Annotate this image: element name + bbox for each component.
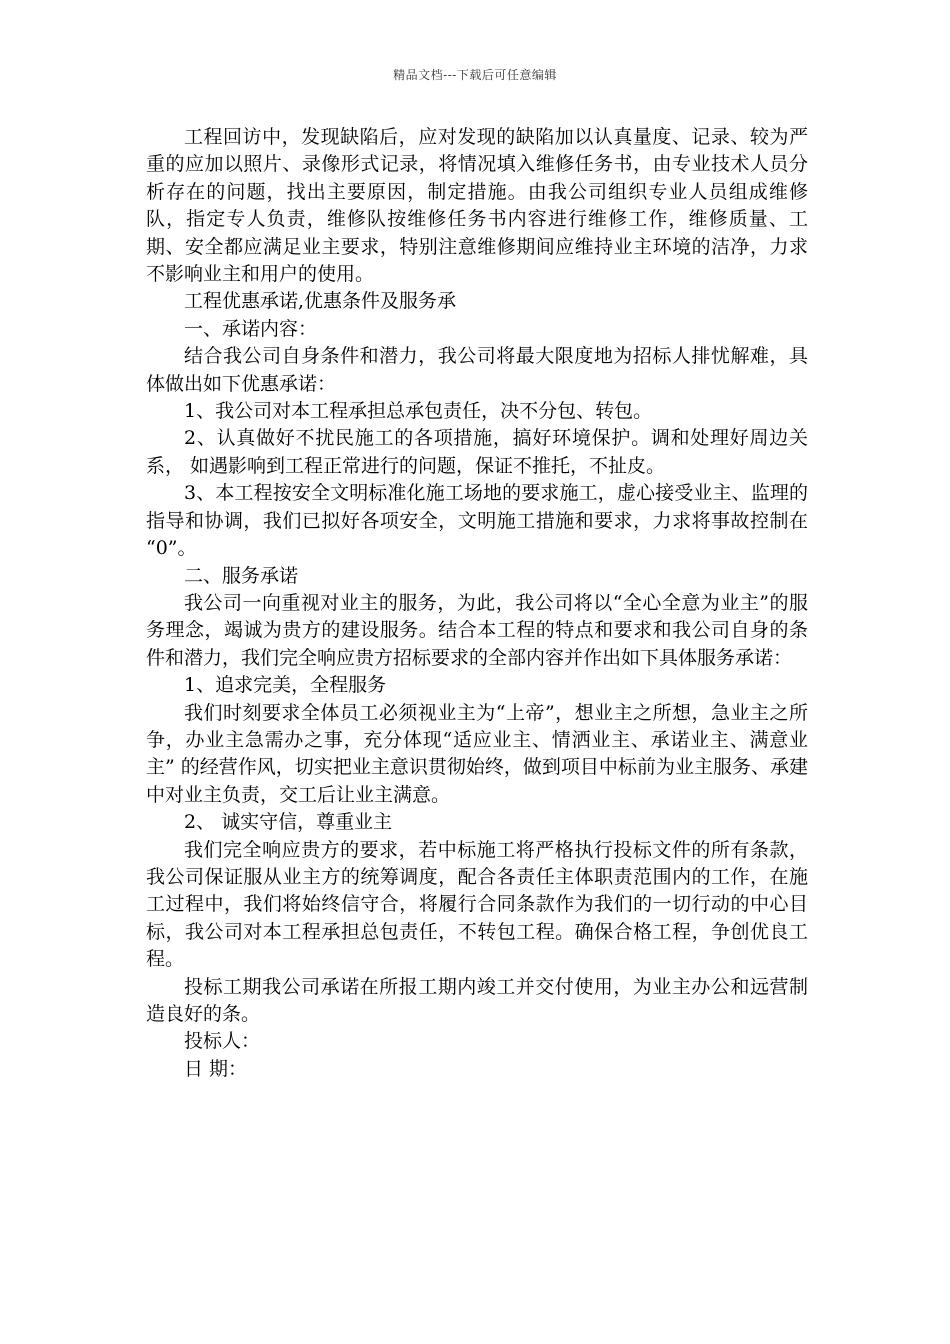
service-item-1-body: 我们时刻要求全体员工必须视业主为“上帝”，想业主之所想，急业主之所争，办业主急需办之事，充分体现“适应业主、情洒业主、承诺业主、满意业主” 的经营作风，切实把业主意识贯彻始终，做到项目中标前为业主服务、承建中对业主负责，交工后让业主满意。 bbox=[146, 701, 808, 806]
paragraph-service-intro: 我公司一向重视对业主的服务，为此，我公司将以“全心全意为业主”的服务理念，竭诚为贵方的建设服务。结合本工程的特点和要求和我公司自身的条件和潜力，我们完全响应贵方招标要求的全部内容并作出如下具体服务承诺： bbox=[146, 591, 808, 669]
service-item-1-heading: 1、追求完美，全程服务 bbox=[184, 674, 387, 697]
commitment-item-1: 1、我公司对本工程承担总承包责任，决不分包、转包。 bbox=[184, 400, 653, 423]
section-heading-service: 二、服务承诺 bbox=[184, 564, 299, 587]
page-header: 精品文档---下载后可任意编辑 bbox=[393, 68, 557, 82]
service-item-2-heading: 2、 诚实守信，尊重业主 bbox=[184, 811, 393, 834]
paragraph-revisit: 工程回访中，发现缺陷后，应对发现的缺陷加以认真量度、记录、较为严重的应加以照片、录像形式记录，将情况填入维修任务书，由专业技术人员分析存在的问题，找出主要原因，制定措施。由我公司组织专业人员组成维修队，指定专人负责，维修队按维修任务书内容进行维修工作，维修质量、工期、安全都应满足业主要求，特别注意维修期间应维持业主环境的洁净，力求不影响业主和用户的使用。 bbox=[146, 126, 808, 286]
paragraph-schedule: 投标工期我公司承诺在所报工期内竣工并交付使用，为业主办公和远营制造良好的条。 bbox=[146, 975, 808, 1025]
document-body bbox=[146, 124, 808, 1083]
date-line: 日 期： bbox=[184, 1057, 248, 1080]
commitment-item-3: 3、本工程按安全文明标准化施工场地的要求施工，虚心接受业主、监理的指导和协调，我们已拟好各项安全，文明施工措施和要求，力求将事故控制在 “0”。 bbox=[146, 482, 808, 560]
commitment-item-2: 2、认真做好不扰民施工的各项措施，搞好环境保护。调和处理好周边关系， 如遇影响到工程正常进行的问题，保证不推托，不扯皮。 bbox=[146, 427, 808, 477]
paragraph-commitment-intro: 结合我公司自身条件和潜力，我公司将最大限度地为招标人排忧解难，具体做出如下优惠承诺： bbox=[146, 345, 808, 395]
bidder-signature-line: 投标人： bbox=[184, 1030, 261, 1053]
section-heading-preferential: 工程优惠承诺,优惠条件及服务承 bbox=[184, 290, 457, 313]
service-item-2-body: 我们完全响应贵方的要求，若中标施工将严格执行投标文件的所有条款，我公司保证服从业主方的统筹调度，配合各责任主体职责范围内的工作，在施工过程中，我们将始终信守合，将履行合同条款作为我们的一切行动的中心目标，我公司对本工程承担总包责任，不转包工程。确保合格工程，争创优良工程。 bbox=[146, 838, 808, 971]
section-heading-commitment-content: 一、承诺内容： bbox=[184, 317, 318, 340]
